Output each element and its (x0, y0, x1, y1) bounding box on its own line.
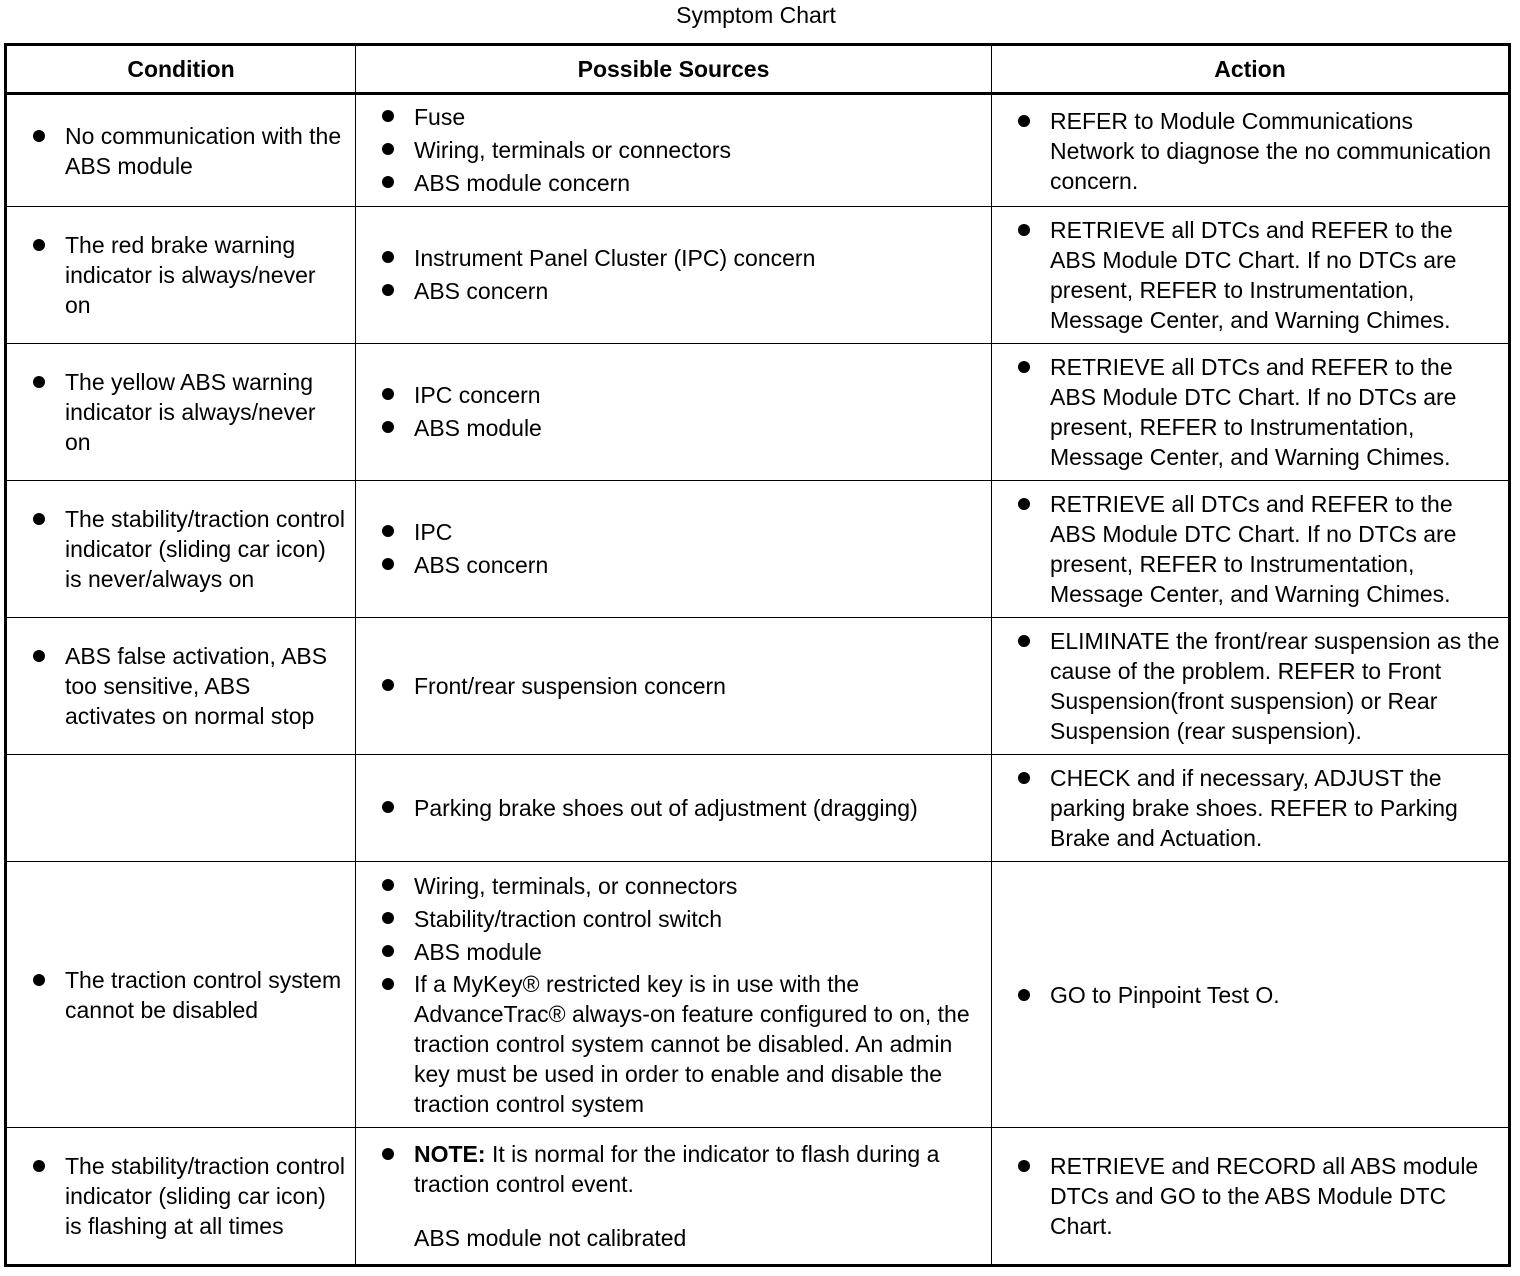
condition-cell (6, 862, 356, 1128)
sources-cell (356, 618, 992, 755)
source-item: Parking brake shoes out of adjustment (dragging) (356, 792, 991, 825)
action-cell (992, 862, 1510, 1128)
source-item: Instrument Panel Cluster (IPC) concern (356, 242, 991, 275)
action-text: GO to Pinpoint Test O. (992, 980, 1508, 1010)
condition-cell (6, 344, 356, 481)
sources-cell (356, 755, 992, 862)
action-cell (992, 618, 1510, 755)
table-row (6, 481, 1510, 618)
action-cell (992, 207, 1510, 344)
header-row (6, 45, 1510, 94)
action-text: CHECK and if necessary, ADJUST the parking brake shoes. REFER to Parking Brake and Actuation. (992, 763, 1508, 853)
action-text: REFER to Module Communications Network to diagnose the no communication concern. (992, 106, 1508, 196)
source-item: IPC concern (356, 379, 991, 412)
symptom-chart-table (4, 43, 1511, 1267)
source-item: If a MyKey® restricted key is in use with the AdvanceTrac® always-on feature configured to on, the traction control system cannot be disabled. An admin key must be used in order to enable and disable the traction control system (356, 969, 991, 1119)
table-row (6, 94, 1510, 207)
action-text: RETRIEVE all DTCs and REFER to the ABS Module DTC Chart. If no DTCs are present, REFER to Instrumentation, Message Center, and Warning Chimes. (992, 489, 1508, 609)
sources-cell (356, 862, 992, 1128)
condition-text: The red brake warning indicator is always/never on (7, 230, 355, 320)
source-item: Fuse (356, 101, 991, 134)
condition-cell (6, 481, 356, 618)
table-row (6, 755, 1510, 862)
action-cell (992, 755, 1510, 862)
note-text: It is normal for the indicator to flash during a traction control event. (414, 1141, 940, 1197)
chart-title: Symptom Chart (676, 2, 836, 28)
action-header: Action (992, 45, 1510, 94)
condition-text: ABS false activation, ABS too sensitive, ABS activates on normal stop (7, 641, 355, 731)
source-item: Wiring, terminals, or connectors (356, 870, 991, 903)
note-label: NOTE: (414, 1141, 486, 1167)
action-text: RETRIEVE and RECORD all ABS module DTCs and GO to the ABS Module DTC Chart. (992, 1151, 1508, 1241)
table-row (6, 344, 1510, 481)
source-item: ABS module (356, 936, 991, 969)
source-plain-text: ABS module not calibrated (414, 1225, 687, 1251)
source-item: ABS concern (356, 275, 991, 308)
source-item: Stability/traction control switch (356, 903, 991, 936)
action-cell (992, 1128, 1510, 1266)
table-row (6, 862, 1510, 1128)
sources-cell (356, 481, 992, 618)
condition-text: The traction control system cannot be disabled (7, 965, 355, 1025)
sources-cell (356, 94, 992, 207)
sources-cell (356, 344, 992, 481)
table-row (6, 618, 1510, 755)
condition-cell (6, 1128, 356, 1266)
action-text: RETRIEVE all DTCs and REFER to the ABS Module DTC Chart. If no DTCs are present, REFER to Instrumentation, Message Center, and Warning Chimes. (992, 215, 1508, 335)
condition-cell (6, 94, 356, 207)
source-item: Wiring, terminals or connectors (356, 134, 991, 167)
source-item: Front/rear suspension concern (356, 670, 991, 703)
condition-text: The stability/traction control indicator (sliding car icon) is flashing at all times (7, 1151, 355, 1241)
source-item: ABS module concern (356, 167, 991, 200)
condition-text: No communication with the ABS module (7, 121, 355, 181)
condition-text: The yellow ABS warning indicator is always/never on (7, 367, 355, 457)
action-cell (992, 344, 1510, 481)
note-item (356, 1139, 991, 1199)
table-row (6, 207, 1510, 344)
sources-cell (356, 207, 992, 344)
possible-sources-header: Possible Sources (356, 45, 992, 94)
action-text: ELIMINATE the front/rear suspension as the cause of the problem. REFER to Front Suspension(front suspension) or Rear Suspension (rear suspension). (992, 626, 1508, 746)
condition-cell-empty (6, 755, 356, 862)
action-text: RETRIEVE all DTCs and REFER to the ABS Module DTC Chart. If no DTCs are present, REFER to Instrumentation, Message Center, and Warning Chimes. (992, 352, 1508, 472)
source-item: ABS concern (356, 549, 991, 582)
condition-cell (6, 207, 356, 344)
condition-header: Condition (6, 45, 356, 94)
action-cell (992, 481, 1510, 618)
sources-cell (356, 1128, 992, 1266)
source-item: ABS module (356, 412, 991, 445)
source-item: IPC (356, 516, 991, 549)
condition-cell (6, 618, 356, 755)
table-row (6, 1128, 1510, 1266)
action-cell (992, 94, 1510, 207)
condition-text: The stability/traction control indicator (sliding car icon) is never/always on (7, 504, 355, 594)
